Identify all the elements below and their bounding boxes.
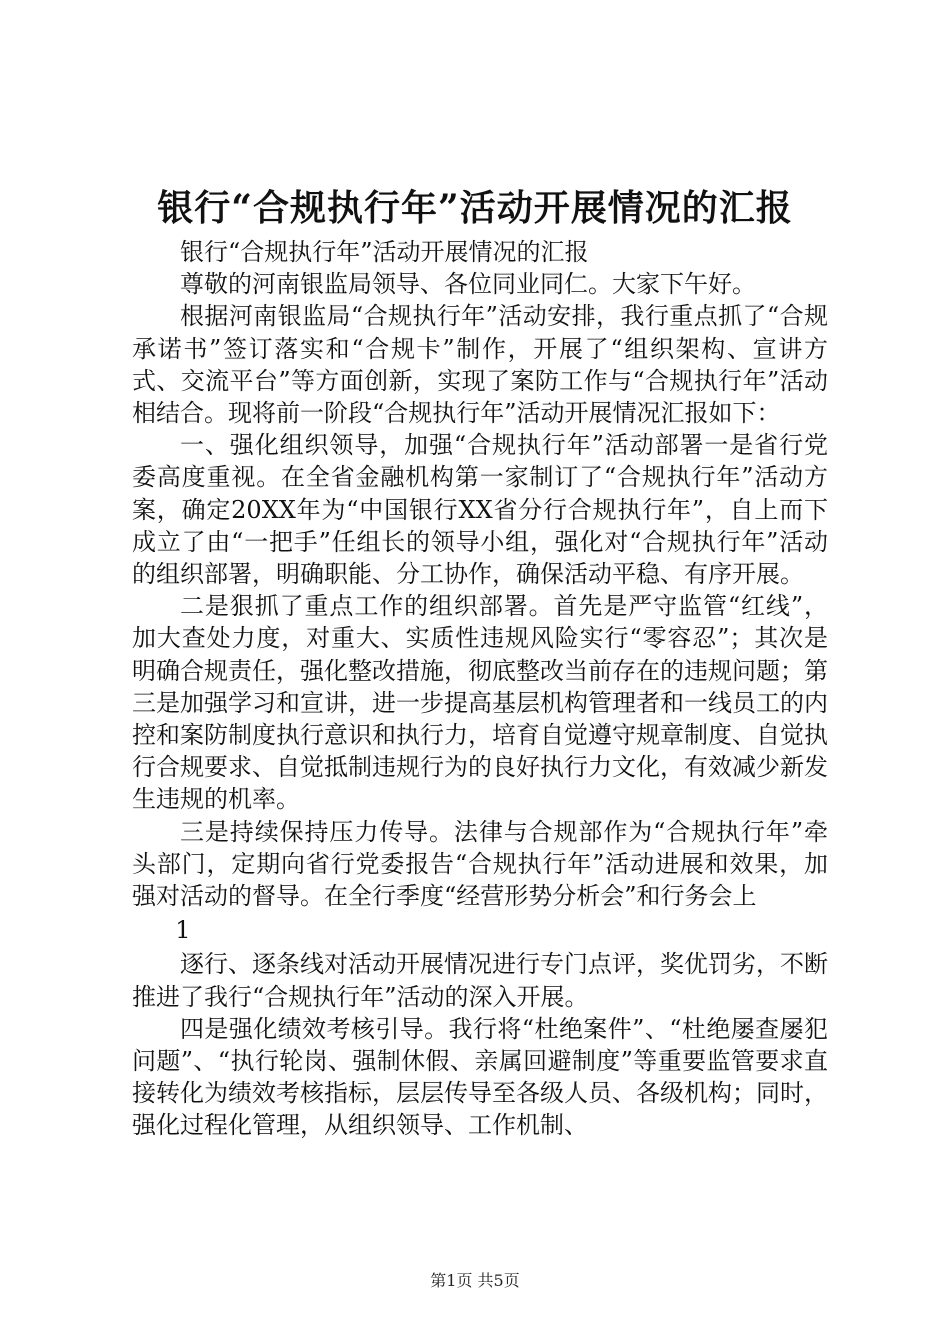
paragraph-continuation: 逐行、逐条线对活动开展情况进行专门点评，奖优罚劣，不断推进了我行“合规执行年”活动的深入开展。: [132, 950, 828, 1011]
page-footer: 第1页 共5页: [430, 1271, 520, 1290]
paragraph-intro: 根据河南银监局“合规执行年”活动安排，我行重点抓了“合规承诺书”签订落实和“合规卡”制作，开展了“组织架构、宣讲方式、交流平台”等方面创新，实现了案防工作与“合规执行年”活动相结合。现将前一阶段“合规执行年”活动开展情况汇报如下：: [132, 302, 828, 428]
document-body: [132, 236, 828, 1142]
paragraph-greeting: 尊敬的河南银监局领导、各位同业同仁。大家下午好。: [180, 270, 756, 299]
inline-page-marker: 1: [175, 916, 191, 945]
paragraph-section-1: 一、强化组织领导，加强“合规执行年”活动部署一是省行党委高度重视。在全省金融机构第一家制订了“合规执行年”活动方案，确定20XX年为“中国银行XX省分行合规执行年”，自上而下成立了由“一把手”任组长的领导小组，强化对“合规执行年”活动的组织部署，明确职能、分工协作，确保活动平稳、有序开展。: [132, 431, 828, 589]
document-title: 银行“合规执行年”活动开展情况的汇报: [157, 187, 793, 229]
paragraph-section-3: 三是持续保持压力传导。法律与合规部作为“合规执行年”牵头部门，定期向省行党委报告“合规执行年”活动进展和效果，加强对活动的督导。在全行季度“经营形势分析会”和行务会上: [132, 817, 828, 911]
paragraph-subtitle: 银行“合规执行年”活动开展情况的汇报: [180, 238, 589, 266]
paragraph-section-2: 二是狠抓了重点工作的组织部署。首先是严守监管“红线”，加大查处力度，对重大、实质性违规风险实行“零容忍”；其次是明确合规责任，强化整改措施，彻底整改当前存在的违规问题；第三是加强学习和宣讲，进一步提高基层机构管理者和一线员工的内控和案防制度执行意识和执行力，培育自觉遵守规章制度、自觉执行合规要求、自觉抵制违规行为的良好执行力文化，有效减少新发生违规的机率。: [132, 592, 828, 814]
paragraph-section-4: 四是强化绩效考核引导。我行将“杜绝案件”、“杜绝屡查屡犯问题”、“执行轮岗、强制休假、亲属回避制度”等重要监管要求直接转化为绩效考核指标，层层传导至各级人员、各级机构；同时，强化过程化管理，从组织领导、工作机制、: [132, 1014, 828, 1140]
